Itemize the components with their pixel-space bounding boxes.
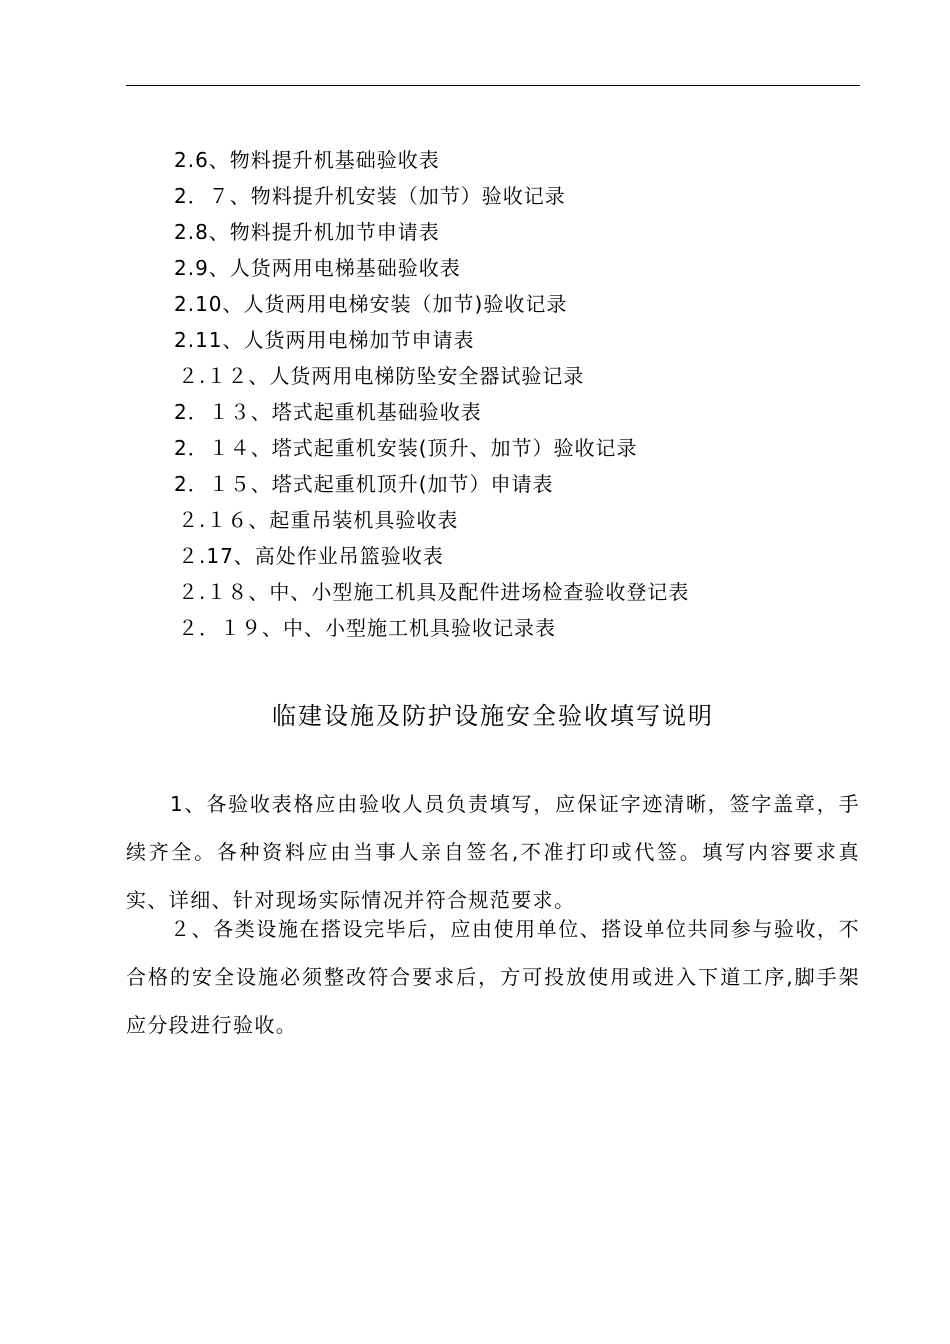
toc-list — [174, 142, 874, 646]
toc-item: 2.9、人货两用电梯基础验收表 — [174, 256, 461, 280]
toc-item: 2．１５、塔式起重机顶升(加节）申请表 — [174, 472, 554, 496]
header-rule — [126, 85, 860, 86]
toc-item: 2．１４、塔式起重机安装(顶升、加节）验收记录 — [174, 436, 638, 460]
toc-item: 2．７、物料提升机安装（加节）验收记录 — [174, 184, 566, 208]
toc-item: ２．１９、中、小型施工机具验收记录表 — [178, 616, 556, 640]
instruction-paragraph: 1、各验收表格应由验收人员负责填写，应保证字迹清晰，签字盖章，手续齐全。各种资料应由当事人亲自签名,不准打印或代签。填写内容要求真实、详细、针对现场实际情况并符合规范要求。 — [126, 792, 860, 912]
toc-item: 2.8、物料提升机加节申请表 — [174, 220, 440, 244]
toc-item: ２.１２、人货两用电梯防坠安全器试验记录 — [178, 364, 585, 388]
toc-item: 2．１３、塔式起重机基础验收表 — [174, 400, 482, 424]
toc-item: ２.１６、起重吊装机具验收表 — [178, 508, 459, 532]
toc-item: 2.10、人货两用电梯安装（加节)验收记录 — [174, 292, 568, 316]
toc-item: ２.17、高处作业吊篮验收表 — [178, 544, 444, 568]
toc-item: 2.6、物料提升机基础验收表 — [174, 148, 440, 172]
toc-item: 2.11、人货两用电梯加节申请表 — [174, 328, 475, 352]
toc-item: ２.１８、中、小型施工机具及配件进场检查验收登记表 — [178, 580, 690, 604]
section-title: 临建设施及防护设施安全验收填写说明 — [272, 702, 714, 730]
instruction-paragraph: ２、各类设施在搭设完毕后，应由使用单位、搭设单位共同参与验收，不合格的安全设施必须整改符合要求后，方可投放使用或进入下道工序,脚手架应分段进行验收。 — [126, 917, 860, 1037]
